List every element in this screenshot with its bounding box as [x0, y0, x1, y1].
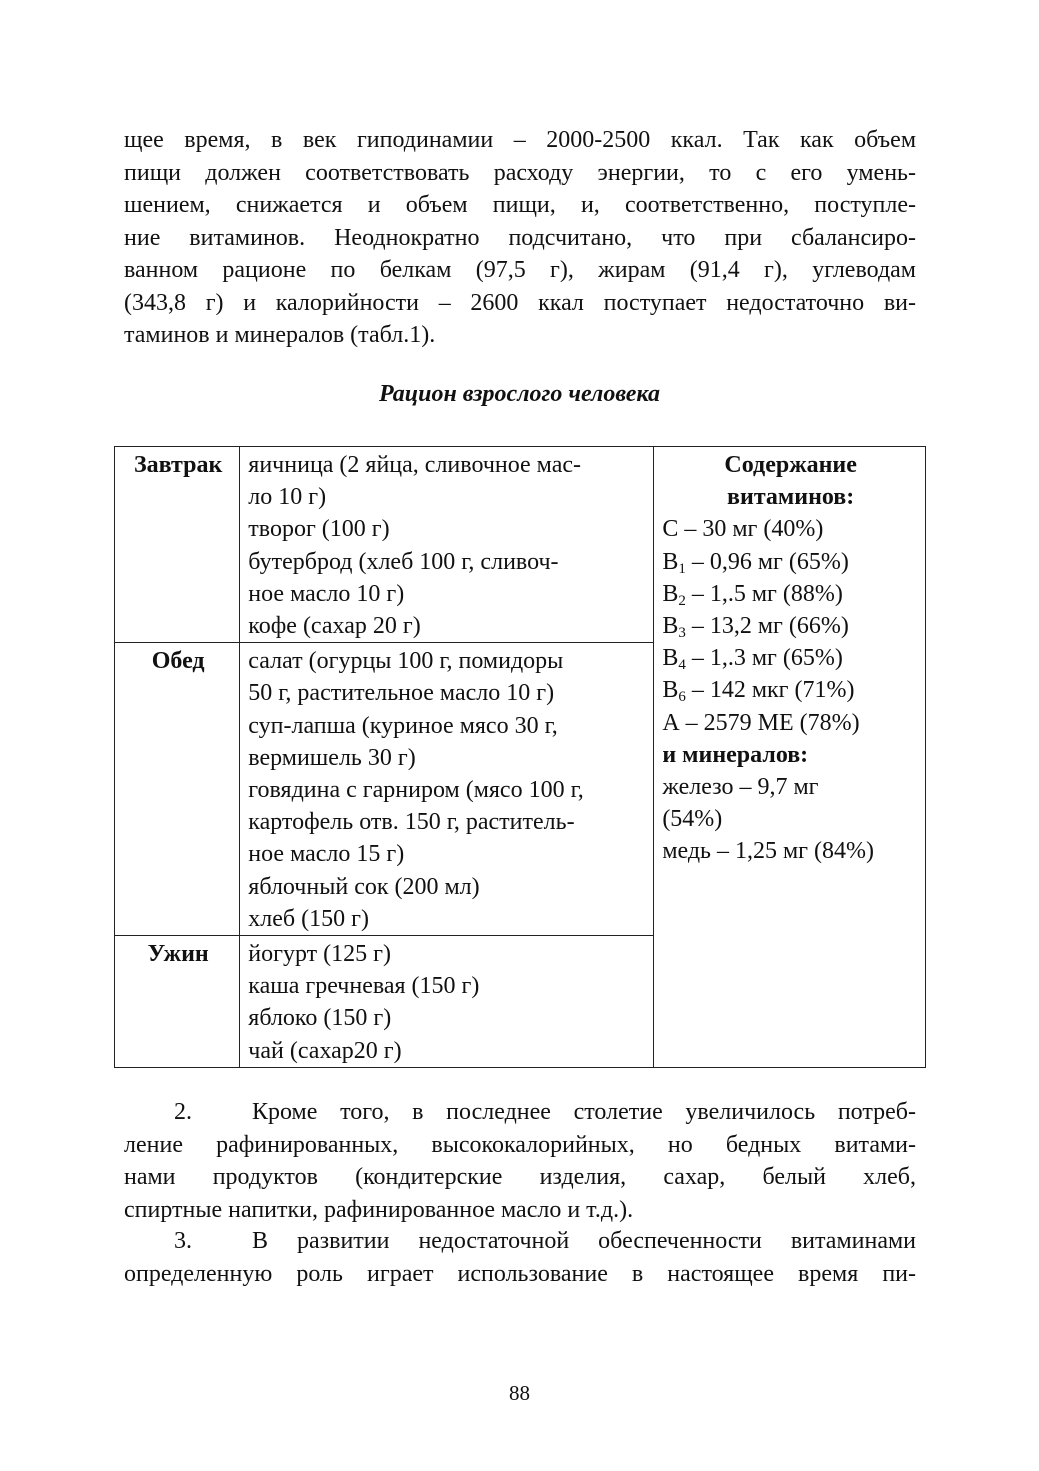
diet-table [114, 446, 926, 1068]
food-line: хлеб (150 г) [248, 905, 369, 932]
food-line: йогурт (125 г) [248, 941, 391, 968]
list-item-3 [124, 1225, 916, 1290]
vitamin-line: $В_6 - 142$ мкг (71%) [662, 677, 855, 706]
table-title: Рацион взрослого человека [379, 381, 660, 407]
meal-name-lunch: Обед [115, 643, 240, 936]
food-line: чай (сахар20 г) [248, 1037, 402, 1064]
food-line: яблочный сок (200 мл) [248, 873, 480, 900]
list-item-2 [124, 1096, 916, 1226]
text-line: ванном рационе по белкам (97,5 г), жирам (91,4 г), углеводам [124, 257, 916, 283]
meal-name-dinner: Ужин [115, 936, 240, 1068]
food-line: бутерброд (хлеб 100 г, сливоч- [248, 548, 559, 575]
text-line: щее время, в век гиподинамии – 2000-2500 ккал. Так как объем [124, 127, 916, 153]
vitamin-line: $В_2 - 1,.5$ мг (88%) [662, 580, 843, 609]
vitamin-line: А – 2579 МЕ (78%) [662, 709, 860, 736]
text-line: спиртные напитки, рафинированное масло и т.д.). [124, 1196, 634, 1223]
foods-dinner [240, 936, 654, 1068]
meal-name-breakfast: Завтрак [115, 447, 240, 643]
food-line: ло 10 г) [248, 484, 327, 511]
foods-breakfast [240, 447, 654, 643]
text-line: определенную роль играет использование в настоящее время пи- [124, 1260, 916, 1287]
foods-lunch [240, 643, 654, 936]
intro-paragraph [124, 124, 916, 352]
text-line: 3. В развитии недостаточной обеспеченности витаминами [124, 1225, 916, 1258]
vitamin-line: $В_1 - 0,96$ мг (65%) [662, 548, 849, 577]
text-line: ление рафинированных, высококалорийных, но бедных витами- [124, 1131, 916, 1158]
food-line: ное масло 10 г) [248, 580, 405, 607]
vitamins-header: Содержание [724, 452, 857, 478]
table-row-breakfast [115, 447, 926, 643]
food-line: кофе (сахар 20 г) [248, 613, 421, 640]
food-line: вермишель 30 г) [248, 744, 416, 771]
food-line: говядина с гарниром (мясо 100 г, [248, 777, 584, 804]
text-line: нами продуктов (кондитерские изделия, сахар, белый хлеб, [124, 1164, 916, 1190]
text-line: ние витаминов. Неоднократно подсчитано, что при сбалансиро- [124, 224, 916, 251]
food-line: творог (100 г) [248, 516, 390, 543]
food-line: салат (огурцы 100 г, помидоры [248, 648, 564, 675]
vitamins-cell [654, 447, 926, 1068]
vitamins-header: витаминов: [727, 484, 855, 511]
list-number: 2. [174, 1099, 192, 1125]
food-line: 50 г, растительное масло 10 г) [248, 680, 555, 707]
mineral-line: железо – 9,7 мг [662, 774, 819, 801]
mineral-line: (54%) [662, 806, 723, 833]
vitamin-line: $В_4 - 1,.3$ мг (65%) [662, 645, 843, 674]
vitamin-line: $В_3 - 13,2$ мг (66%) [662, 613, 849, 642]
text-line: шением, снижается и объем пищи, и, соответственно, поступле- [124, 192, 916, 218]
vitamin-line: С – 30 мг (40%) [662, 516, 824, 543]
food-line: каша гречневая (150 г) [248, 973, 480, 1000]
minerals-header: и минералов: [662, 741, 809, 768]
text-line: таминов и минералов (табл.1). [124, 322, 436, 348]
food-line: яичница (2 яйца, сливочное мас- [248, 452, 582, 478]
food-line: суп-лапша (куриное мясо 30 г, [248, 712, 558, 739]
mineral-line: медь – 1,25 мг (84%) [662, 838, 874, 865]
text-line: 2. Кроме того, в последнее столетие увеличилось потреб- [124, 1096, 916, 1129]
food-line: ное масло 15 г) [248, 841, 405, 868]
text-line: пищи должен соответствовать расходу энергии, то с его умень- [124, 159, 916, 186]
page-number: 88 [509, 1381, 530, 1405]
food-line: картофель отв. 150 г, раститель- [248, 809, 575, 836]
text-line: (343,8 г) и калорийности – 2600 ккал поступает недостаточно ви- [124, 289, 916, 316]
food-line: яблоко (150 г) [248, 1005, 392, 1032]
list-number: 3. [174, 1228, 192, 1254]
